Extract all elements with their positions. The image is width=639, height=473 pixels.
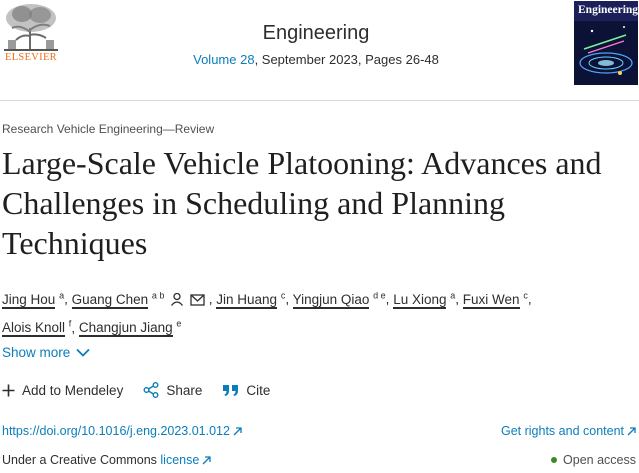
license-statement: Under a Creative Commons license <box>2 453 211 467</box>
mendeley-label: Add to Mendeley <box>22 382 124 398</box>
publisher-wordmark: ELSEVIER <box>5 52 57 63</box>
volume-link[interactable]: Volume 28 <box>193 52 255 67</box>
tree-icon <box>2 2 60 52</box>
journal-cover-image[interactable] <box>574 1 638 85</box>
add-to-mendeley-button[interactable] <box>2 383 123 398</box>
author-link[interactable]: Lu Xiong $^a$ <box>393 290 456 307</box>
affiliation-marker: a <box>59 290 65 300</box>
article-title: Large-Scale Vehicle Platooning: Advances and Challenges in Scheduling and Planning Techniques <box>2 145 602 261</box>
plus-icon <box>2 384 15 397</box>
affiliation-marker: e <box>176 318 182 329</box>
issue-date-pages: , September 2023, Pages 26-48 <box>254 52 439 67</box>
share-button[interactable] <box>143 382 202 398</box>
open-access-label: Open access <box>563 453 636 467</box>
external-link-icon <box>627 427 636 436</box>
cover-title: Engineering <box>578 4 638 16</box>
cite-label: Cite <box>246 382 271 398</box>
open-access-badge <box>551 453 636 467</box>
author-link[interactable]: Yingjun Qiao $^{d e}$ <box>292 290 386 307</box>
show-more-button[interactable] <box>2 345 90 360</box>
email-icon[interactable] <box>190 294 205 306</box>
corresponding-author-icon <box>170 292 184 306</box>
affiliation-marker: c <box>280 290 286 300</box>
external-link-icon <box>202 456 211 465</box>
journal-issue-info <box>150 52 482 67</box>
author-link[interactable]: Jin Huang $^c$ <box>216 290 286 307</box>
external-link-icon <box>233 427 242 436</box>
author-link[interactable]: Jing Hou $^a$ <box>2 290 65 307</box>
author-link[interactable]: Alois Knoll $^f$ <box>2 318 72 335</box>
open-access-dot-icon <box>551 457 557 463</box>
article-type: Research Vehicle Engineering—Review <box>2 122 215 136</box>
affiliation-marker: f <box>68 318 72 329</box>
share-label: Share <box>166 382 203 398</box>
journal-title[interactable]: Engineering <box>262 22 370 44</box>
author-link[interactable]: Changjun Jiang $^e$ <box>78 318 182 335</box>
affiliation-marker: c <box>523 290 528 300</box>
chevron-down-icon <box>76 348 90 357</box>
quote-icon <box>222 384 239 397</box>
cite-button[interactable] <box>222 383 270 398</box>
author-list: Jing Hou $^a$, Guang Chen $^{a b}$ , Jin Huang $^c$, Yingjun Qiao $^{d e}$, Lu Xiong $^a$, Fuxi Wen $^c$, Alois Knoll $^f$, Changjun Jiang $^e$ <box>2 290 532 335</box>
author-link[interactable]: Guang Chen $^{a b}$ <box>72 292 209 307</box>
rights-and-content-link[interactable]: Get rights and content <box>501 424 636 438</box>
article-action-bar <box>2 382 290 398</box>
affiliation-marker: a <box>450 290 456 300</box>
doi-link[interactable]: https://doi.org/10.1016/j.eng.2023.01.012 <box>2 424 242 438</box>
share-icon <box>143 382 159 398</box>
show-more-label: Show more <box>2 345 71 360</box>
header-divider <box>0 100 639 101</box>
license-link[interactable]: license <box>160 453 211 467</box>
author-link[interactable]: Fuxi Wen $^c$ <box>462 290 528 307</box>
affiliation-marker: d e <box>373 290 386 300</box>
affiliation-marker: a b <box>151 290 165 300</box>
